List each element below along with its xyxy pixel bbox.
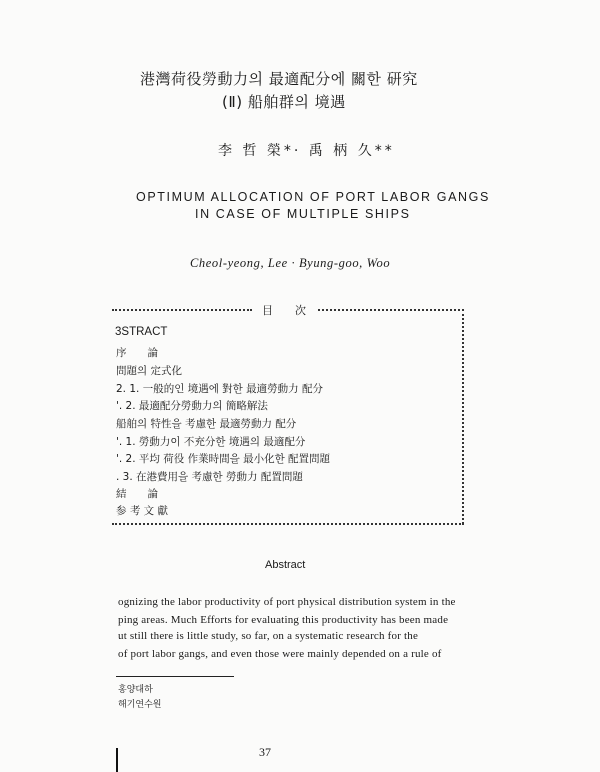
- title-english-line2: IN CASE OF MULTIPLE SHIPS: [195, 207, 411, 221]
- footnote: 홍양대하: [118, 685, 153, 695]
- toc-item: 結 論: [116, 488, 158, 500]
- toc-border-right: [462, 309, 464, 524]
- title-english-line1: OPTIMUM ALLOCATION OF PORT LABOR GANGS: [136, 190, 490, 204]
- abstract-line: ping areas. Much Efforts for evaluating this productivity has been made: [118, 614, 449, 626]
- abstract-line: of port labor gangs, and even those were mainly depended on a rule of: [118, 648, 442, 660]
- authors-korean: 李 哲 榮*· 禹 柄 久**: [218, 143, 395, 159]
- title-korean-line1: 港灣荷役勞動力의 最適配分에 關한 研究: [140, 70, 418, 88]
- toc-border-top-left: [112, 309, 252, 311]
- toc-item: 2. 1. 一般的인 境遇에 對한 最適勞動力 配分: [116, 383, 323, 395]
- toc-item: . 3. 在港費用을 考慮한 勞動力 配置問題: [116, 471, 303, 483]
- scan-artifact: [116, 748, 118, 772]
- authors-english: Cheol-yeong, Lee · Byung-goo, Woo: [190, 256, 391, 270]
- abstract-line: ut still there is little study, so far, on a systematic research for the: [118, 630, 419, 642]
- toc-heading: 目 次: [262, 304, 306, 317]
- toc-border-bottom: [112, 523, 464, 525]
- footnote: 해기연수원: [118, 700, 162, 710]
- toc-item: 船舶의 特性을 考慮한 最適勞動力 配分: [116, 418, 297, 430]
- toc-item: 問題의 定式化: [116, 365, 182, 377]
- toc-item: 序 論: [116, 347, 158, 359]
- abstract-line: ognizing the labor productivity of port physical distribution system in the: [118, 596, 456, 608]
- toc-item: 3STRACT: [115, 326, 168, 338]
- toc-item: '. 2. 最適配分勞動力의 簡略解法: [116, 400, 268, 412]
- footnote-rule: [116, 676, 234, 677]
- abstract-heading: Abstract: [265, 559, 306, 571]
- toc-border-top-right: [318, 309, 464, 311]
- title-korean-line2: (Ⅱ) 船舶群의 境遇: [222, 93, 346, 111]
- toc-item: 参 考 文 獻: [116, 505, 169, 517]
- page-number: 37: [259, 745, 271, 759]
- toc-item: '. 2. 平均 荷役 作業時間을 最小化한 配置問題: [116, 453, 331, 465]
- toc-item: '. 1. 勞動力이 不充分한 境遇의 最適配分: [116, 436, 306, 448]
